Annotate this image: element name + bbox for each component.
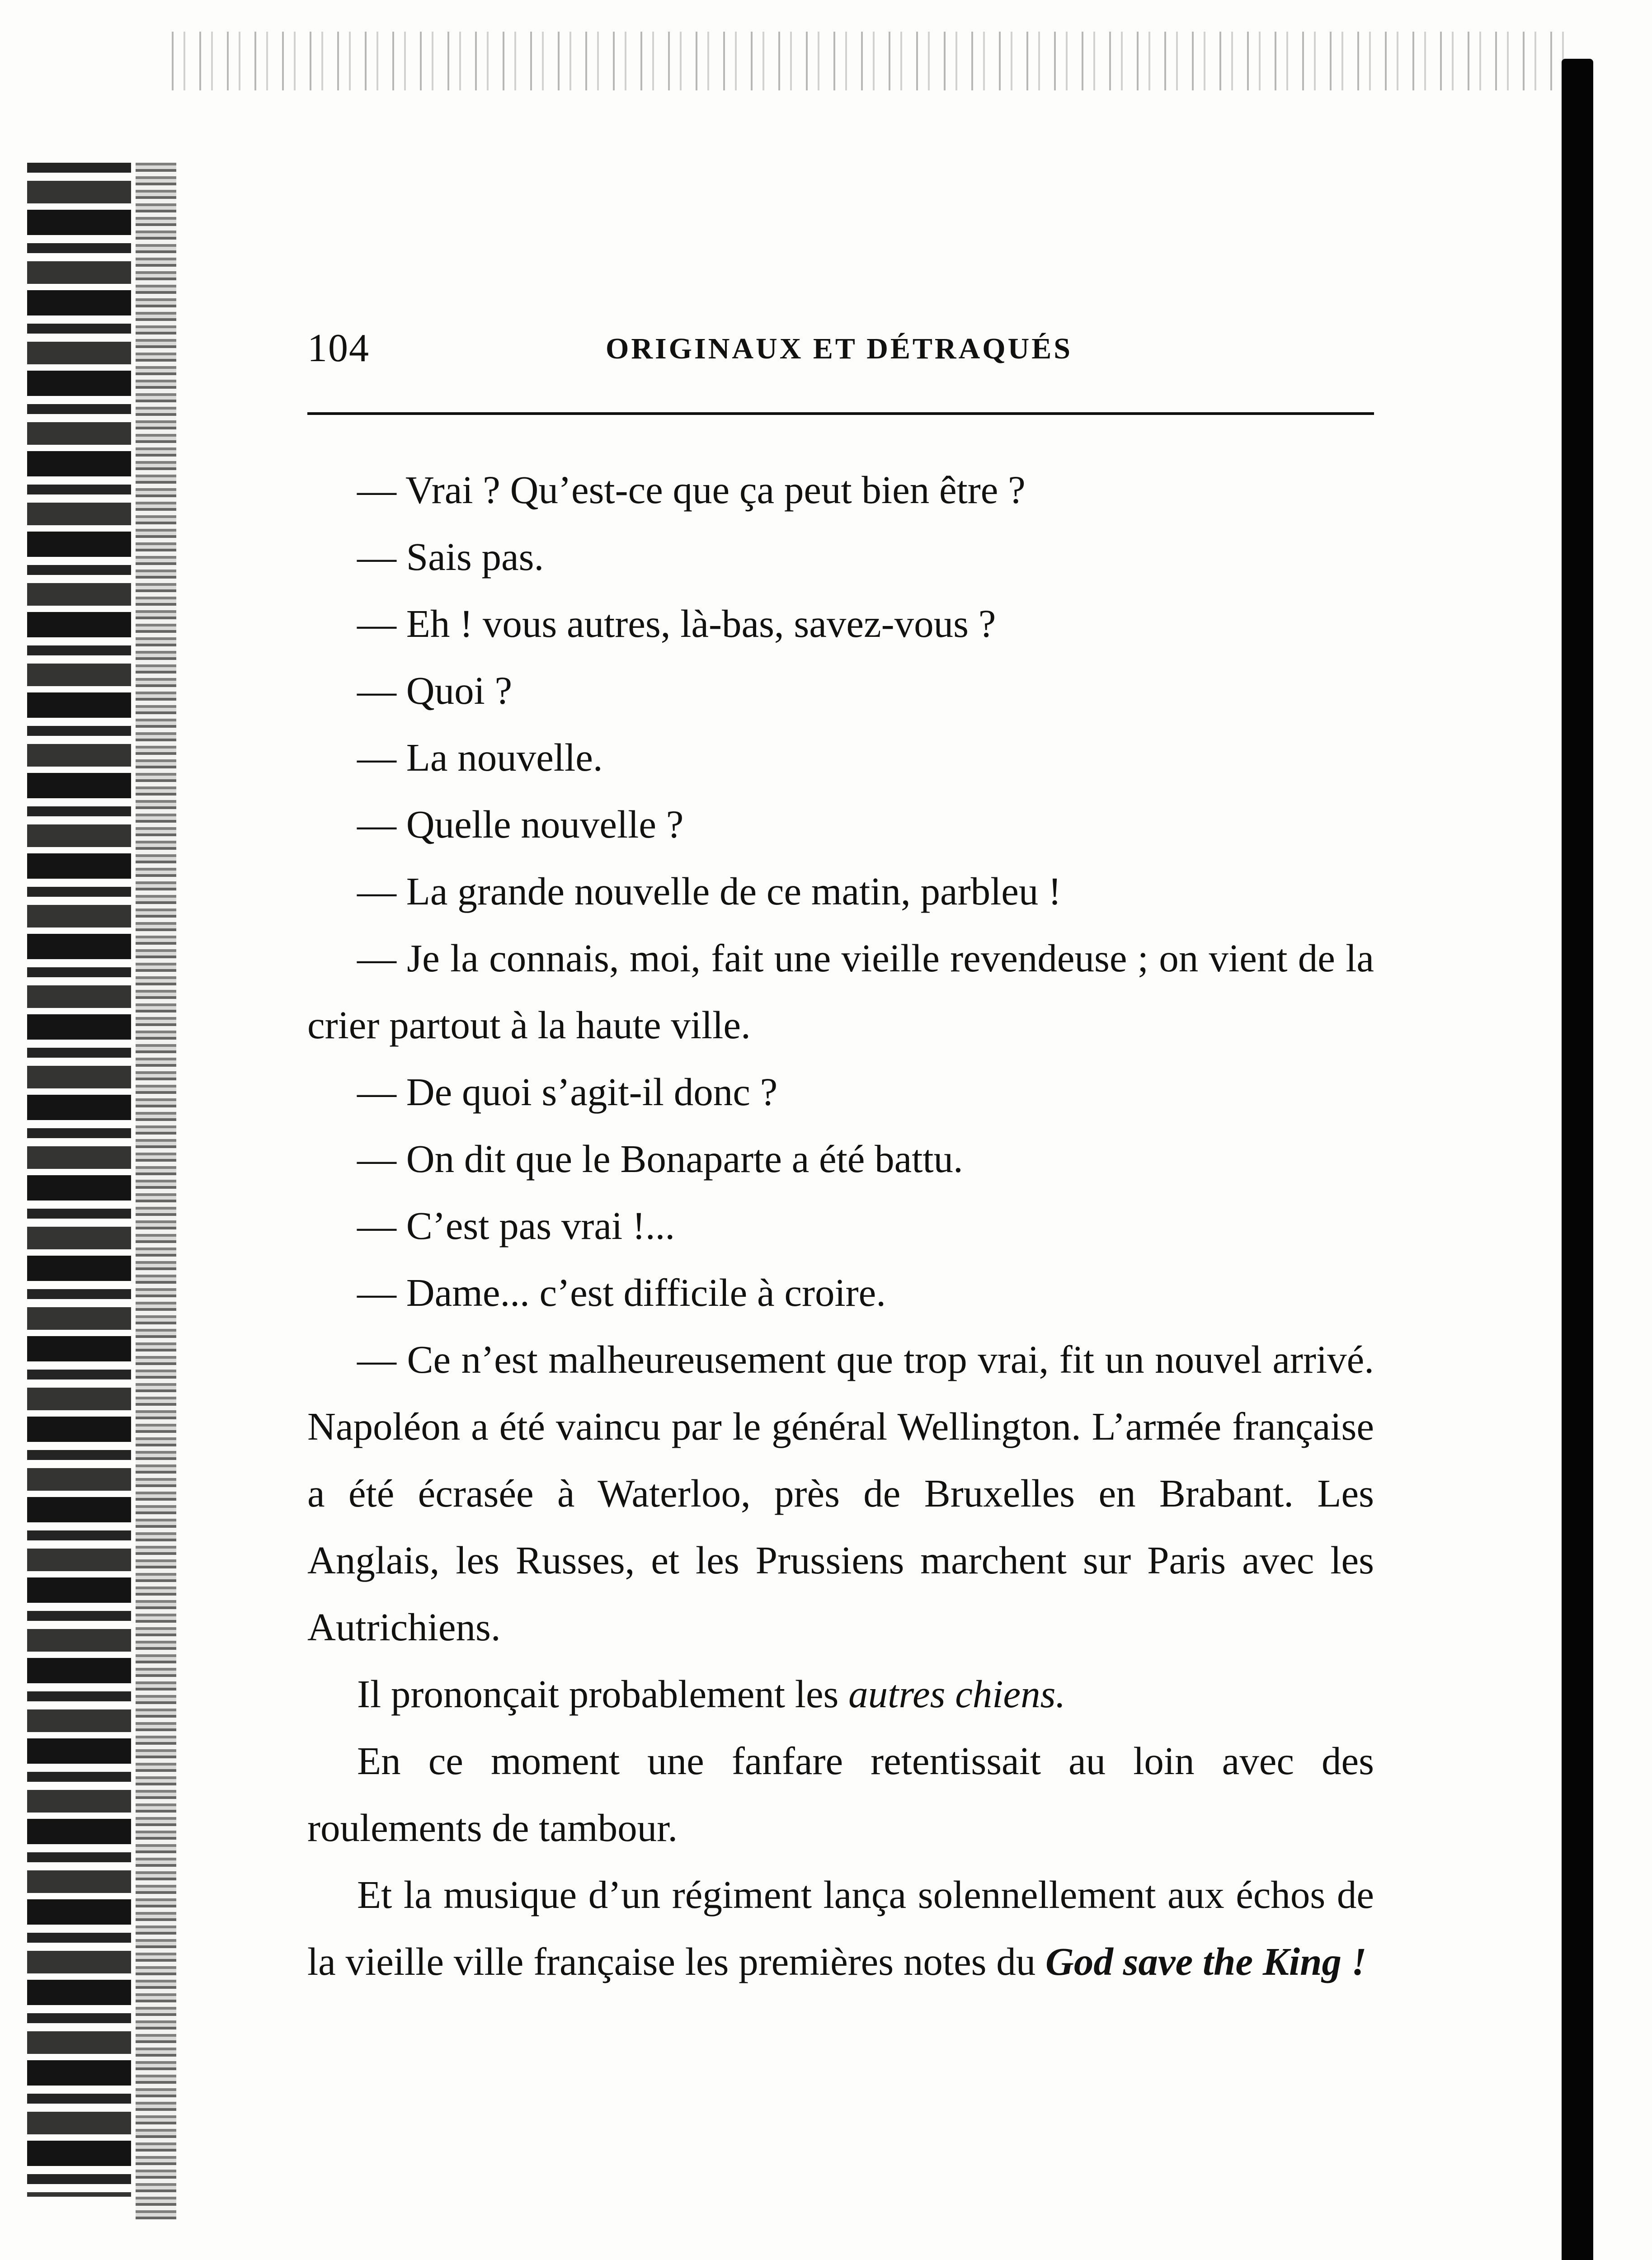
dialogue-line: — Je la connais, moi, fait une vieille revendeuse ; on vient de la crier partout à la haute ville. <box>307 936 1374 1047</box>
dialogue-line: — Quelle nouvelle ? <box>357 802 684 846</box>
text-run: Et la musique d’un régiment lança solennellement aux échos de la vieille ville française les premières notes du <box>307 1873 1374 1983</box>
italic-title: God save the King ! <box>1045 1940 1367 1983</box>
dialogue-line: — Sais pas. <box>357 535 544 579</box>
dialogue-line: — Eh ! vous autres, là-bas, savez-vous ? <box>357 602 996 645</box>
scan-noise-top <box>172 32 1573 90</box>
body-text <box>307 457 1374 1995</box>
text-run: Il prononçait probablement les <box>357 1672 849 1716</box>
dialogue-line: — Quoi ? <box>357 669 513 712</box>
italic-phrase: autres chiens. <box>848 1672 1066 1716</box>
dialogue-line: — C’est pas vrai !... <box>357 1204 675 1248</box>
dialogue-line: — De quoi s’agit-il donc ? <box>357 1070 778 1114</box>
dialogue-line: — La grande nouvelle de ce matin, parbleu ! <box>357 869 1062 913</box>
paragraph-autres-chiens <box>307 1661 1374 1728</box>
running-head <box>307 325 1374 384</box>
dialogue-line: — La nouvelle. <box>357 735 603 779</box>
running-title: ORIGINAUX ET DÉTRAQUÉS <box>606 332 1073 365</box>
binding-gutter <box>136 163 176 2219</box>
dialogue-line: — On dit que le Bonaparte a été battu. <box>357 1137 963 1181</box>
dialogue-line: — Ce n’est malheureusement que trop vrai, fit un nouvel arrivé. Napoléon a été vaincu par le général Wellington. L’armée française a été écrasée à Waterloo, près de Bruxelles en Brabant. Les Anglais, les Russes, et les Prussiens marchent sur Paris avec les Autrichiens. <box>307 1337 1374 1649</box>
dialogue-line: — Dame... c’est difficile à croire. <box>357 1271 886 1314</box>
paragraph-fanfare: En ce moment une fanfare retentissait au loin avec des roulements de tambour. <box>307 1739 1374 1850</box>
paragraph-musique <box>307 1861 1374 1995</box>
dialogue-line: — Vrai ? Qu’est-ce que ça peut bien être ? <box>357 468 1026 512</box>
binding-shadow <box>27 163 131 2197</box>
page-number: 104 <box>307 326 370 370</box>
page-edge-shadow <box>1562 59 1593 2260</box>
header-rule <box>307 412 1374 415</box>
